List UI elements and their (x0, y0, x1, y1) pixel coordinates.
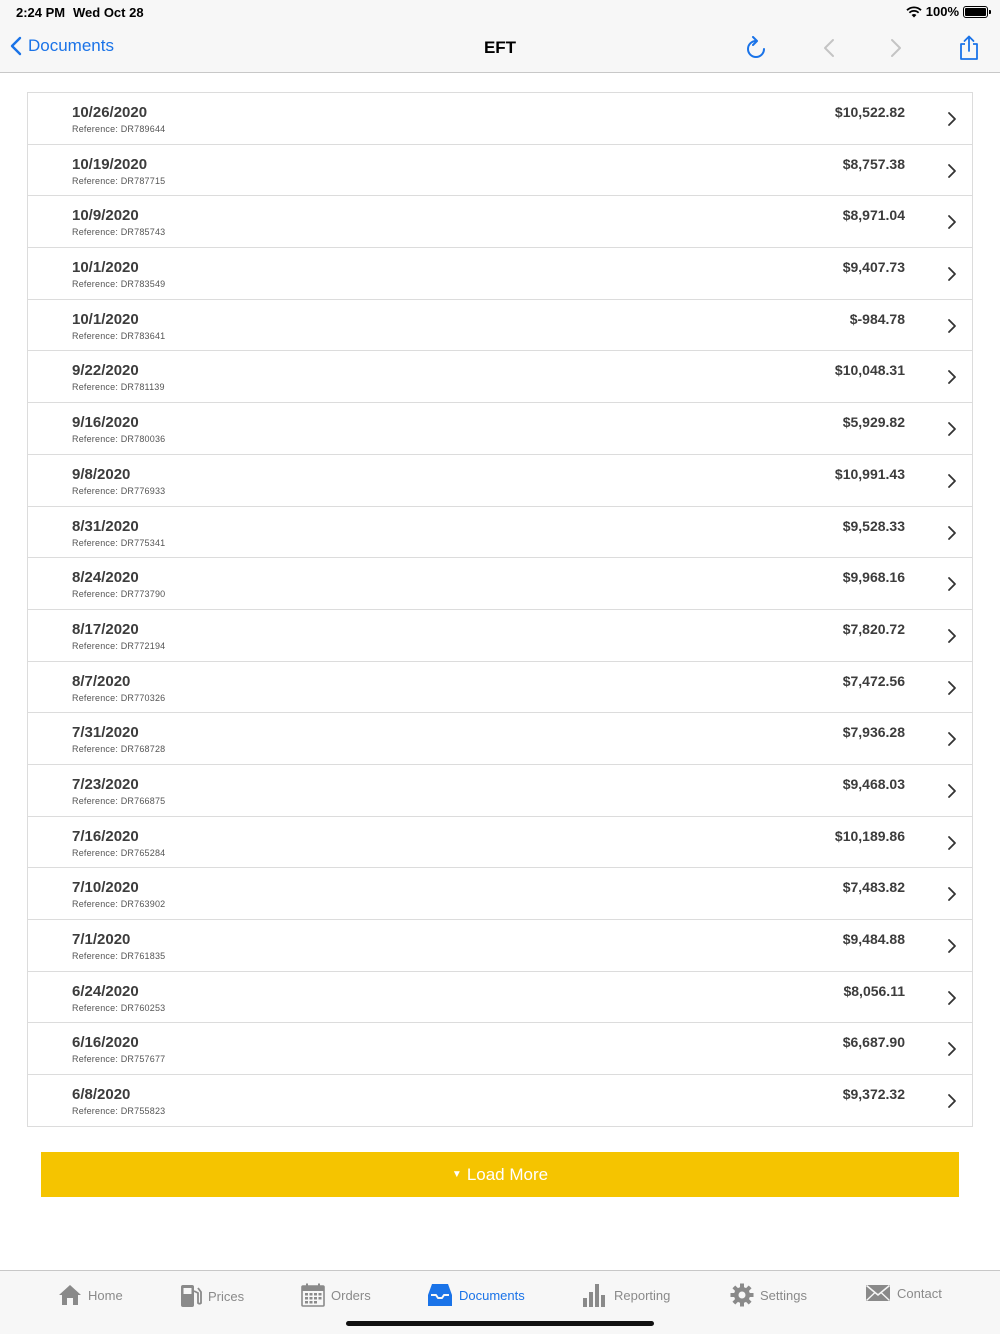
tab-contact-label: Contact (897, 1285, 942, 1301)
eft-date: 8/7/2020 (72, 672, 131, 690)
eft-amount: $9,407.73 (842, 259, 905, 276)
eft-amount: $7,472.56 (842, 672, 905, 689)
eft-date: 7/16/2020 (72, 827, 139, 845)
tab-contact[interactable] (865, 1283, 942, 1303)
tab-settings-label: Settings (760, 1287, 807, 1303)
tab-orders-label: Orders (331, 1287, 371, 1303)
tab-documents-label: Documents (459, 1287, 525, 1303)
refresh-button[interactable] (742, 34, 770, 62)
eft-row[interactable] (28, 817, 972, 869)
eft-amount: $9,484.88 (842, 931, 905, 947)
eft-reference: Reference: DR783549 (72, 279, 166, 290)
eft-reference: Reference: DR785743 (72, 227, 166, 238)
chevron-right-icon (946, 835, 958, 851)
eft-date: 6/16/2020 (72, 1034, 139, 1052)
envelope-icon (865, 1283, 891, 1303)
back-button[interactable] (10, 36, 114, 56)
chevron-right-icon (946, 266, 958, 282)
nav-bar (0, 24, 1000, 73)
chevron-right-icon (946, 990, 958, 1006)
tab-prices[interactable] (180, 1283, 244, 1309)
eft-row[interactable] (28, 713, 972, 765)
chevron-right-icon (946, 576, 958, 592)
share-button[interactable] (955, 34, 983, 62)
eft-row[interactable] (28, 610, 972, 662)
eft-row[interactable] (28, 662, 972, 714)
home-icon (58, 1283, 82, 1307)
chevron-right-icon (946, 111, 958, 127)
eft-row[interactable] (28, 507, 972, 559)
eft-reference: Reference: DR760253 (72, 1002, 166, 1013)
eft-reference: Reference: DR761835 (72, 951, 166, 961)
chevron-right-icon (946, 1093, 958, 1109)
eft-reference: Reference: DR770326 (72, 692, 166, 703)
chevron-right-icon (946, 421, 958, 437)
eft-amount: $9,528.33 (842, 517, 905, 534)
eft-date: 10/26/2020 (72, 104, 148, 121)
eft-row[interactable] (28, 403, 972, 455)
eft-date: 10/9/2020 (72, 207, 139, 225)
eft-date: 8/24/2020 (72, 569, 139, 587)
eft-reference: Reference: DR776933 (72, 485, 166, 496)
eft-date: 9/8/2020 (72, 465, 131, 483)
eft-date: 6/24/2020 (72, 982, 139, 1000)
eft-amount: $10,991.43 (834, 465, 905, 482)
previous-button[interactable] (815, 34, 843, 62)
eft-reference: Reference: DR783641 (72, 330, 166, 341)
eft-reference: Reference: DR757677 (72, 1054, 166, 1065)
tab-documents[interactable] (427, 1283, 525, 1307)
eft-amount: $8,757.38 (842, 155, 905, 172)
eft-row[interactable] (28, 455, 972, 507)
eft-reference: Reference: DR755823 (72, 1106, 166, 1117)
eft-reference: Reference: DR789644 (72, 124, 166, 134)
battery-percent: 100% (925, 4, 959, 19)
chevron-left-icon (823, 38, 835, 58)
eft-amount: $9,372.32 (842, 1086, 905, 1103)
eft-reference: Reference: DR766875 (72, 795, 166, 806)
eft-amount: $9,468.03 (842, 775, 905, 792)
eft-reference: Reference: DR781139 (72, 382, 165, 393)
chevron-right-icon (946, 525, 958, 541)
eft-reference: Reference: DR765284 (72, 847, 166, 858)
chevron-right-icon (946, 783, 958, 799)
eft-row[interactable] (28, 351, 972, 403)
eft-date: 7/10/2020 (72, 879, 139, 897)
chevron-right-icon (946, 163, 958, 179)
load-more-button[interactable] (41, 1152, 959, 1197)
tab-settings[interactable] (730, 1283, 807, 1307)
eft-list (27, 92, 973, 1127)
eft-row[interactable] (28, 920, 972, 972)
eft-row[interactable] (28, 868, 972, 920)
eft-amount: $10,048.31 (834, 362, 905, 379)
eft-amount: $10,522.82 (834, 104, 905, 120)
eft-row[interactable] (28, 196, 972, 248)
caret-down-icon: ▼ (451, 1169, 462, 1180)
eft-reference: Reference: DR773790 (72, 589, 166, 600)
tab-orders[interactable] (301, 1283, 371, 1307)
chevron-right-icon (946, 214, 958, 230)
eft-amount: $9,968.16 (842, 569, 905, 586)
eft-amount: $7,936.28 (842, 724, 905, 741)
status-time: 2:24 PM (16, 5, 66, 20)
eft-reference: Reference: DR768728 (72, 744, 166, 755)
inbox-icon (427, 1283, 453, 1307)
eft-amount: $8,056.11 (843, 982, 905, 999)
eft-reference: Reference: DR780036 (72, 434, 166, 445)
tab-home-label: Home (88, 1287, 123, 1303)
eft-row[interactable] (28, 1023, 972, 1075)
eft-row[interactable] (28, 765, 972, 817)
eft-reference: Reference: DR772194 (72, 640, 166, 651)
eft-date: 9/22/2020 (72, 362, 139, 380)
eft-date: 9/16/2020 (72, 414, 139, 432)
eft-amount: $-984.78 (849, 310, 905, 327)
wifi-icon (906, 6, 922, 18)
eft-date: 7/31/2020 (72, 724, 139, 742)
eft-date: 10/1/2020 (72, 310, 139, 328)
chevron-right-icon (946, 369, 958, 385)
eft-date: 7/23/2020 (72, 775, 139, 793)
back-button-label: Documents (28, 36, 114, 55)
status-bar (0, 0, 1000, 24)
eft-reference: Reference: DR775341 (72, 537, 166, 548)
eft-amount: $5,929.82 (842, 414, 905, 431)
eft-date: 10/19/2020 (72, 155, 148, 173)
tab-home[interactable] (58, 1283, 123, 1307)
chevron-right-icon (946, 1041, 958, 1057)
status-right (906, 4, 988, 19)
page-title: EFT (483, 38, 517, 57)
bar-chart-icon (582, 1283, 608, 1307)
eft-reference: Reference: DR787715 (72, 175, 166, 186)
eft-row[interactable] (28, 558, 972, 610)
share-icon (958, 35, 980, 61)
eft-reference: Reference: DR763902 (72, 899, 166, 910)
chevron-left-icon (10, 36, 22, 56)
chevron-right-icon (946, 731, 958, 747)
calendar-icon (301, 1283, 325, 1307)
chevron-right-icon (946, 680, 958, 696)
refresh-icon (745, 36, 767, 60)
eft-date: 8/31/2020 (72, 517, 139, 535)
chevron-right-icon (890, 38, 902, 58)
eft-date: 10/1/2020 (72, 259, 139, 277)
chevron-right-icon (946, 938, 958, 954)
eft-amount: $7,820.72 (842, 620, 905, 637)
chevron-right-icon (946, 886, 958, 902)
eft-date: 6/8/2020 (72, 1086, 131, 1104)
next-button[interactable] (882, 34, 910, 62)
tab-reporting-label: Reporting (614, 1287, 671, 1303)
gear-icon (730, 1283, 754, 1307)
eft-amount: $6,687.90 (842, 1034, 905, 1051)
chevron-right-icon (946, 628, 958, 644)
eft-amount: $7,483.82 (842, 879, 905, 896)
eft-date: 7/1/2020 (72, 931, 131, 948)
tab-prices-label: Prices (208, 1288, 245, 1304)
chevron-right-icon (946, 318, 958, 334)
eft-row[interactable] (28, 972, 972, 1024)
tab-reporting[interactable] (582, 1283, 670, 1307)
eft-row[interactable] (28, 1075, 972, 1127)
status-date: Wed Oct 28 (73, 5, 144, 20)
home-indicator (346, 1321, 654, 1326)
tab-bar (0, 1270, 1000, 1334)
chevron-right-icon (946, 473, 958, 489)
eft-amount: $10,189.86 (834, 827, 905, 844)
eft-row[interactable] (28, 93, 972, 145)
eft-amount: $8,971.04 (842, 207, 905, 224)
eft-row[interactable] (28, 300, 972, 352)
eft-row[interactable] (28, 248, 972, 300)
fuel-pump-icon (180, 1283, 202, 1309)
battery-icon (963, 6, 988, 18)
load-more-label: Load More (466, 1164, 549, 1184)
eft-row[interactable] (28, 145, 972, 197)
eft-date: 8/17/2020 (72, 620, 139, 638)
